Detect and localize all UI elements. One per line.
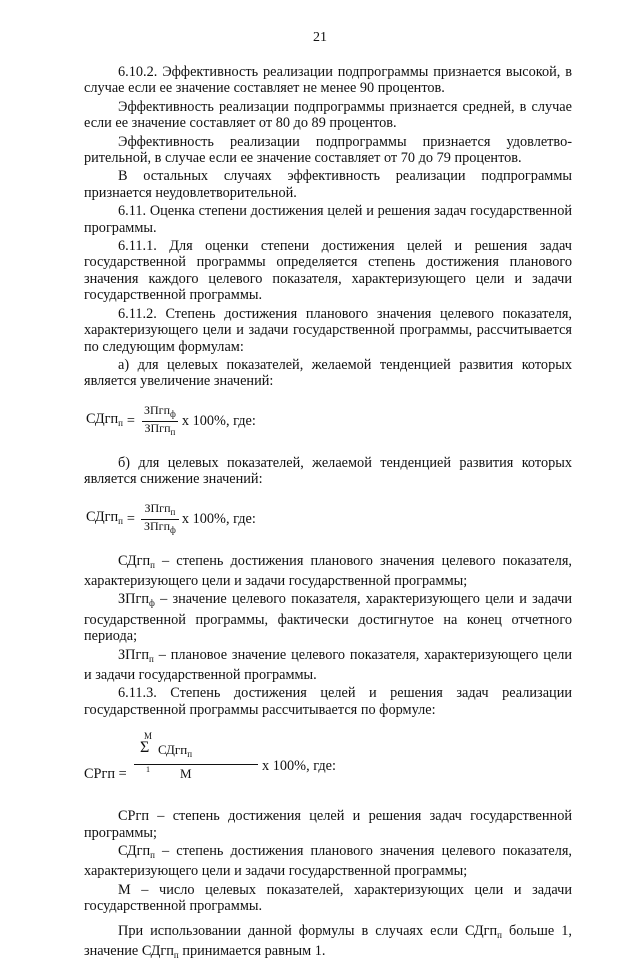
fraction-denominator: ЗПгп$_ф$ bbox=[141, 519, 179, 537]
formula-lhs: СДгп$_п$ bbox=[86, 508, 123, 526]
page-number: 21 bbox=[313, 30, 327, 45]
paragraph-unsatisfactory-efficiency: В остальных случаях эффективность реализации подпрограммы признается неудовлетворительной. bbox=[84, 168, 572, 201]
formula-fraction bbox=[141, 502, 179, 537]
document-body bbox=[84, 64, 572, 965]
paragraph-6-11-3: 6.11.3. Степень достижения целей и решения задач реализации государственной программы рассчитывается по формуле: bbox=[84, 685, 572, 718]
sigma-symbol: Σ bbox=[140, 739, 150, 757]
paragraph-6-11-1: 6.11.1. Для оценки степени достижения целей и решения задач государственной программы определяется степень достижения планового значения каждого целевого показателя, характеризующего цели и задачи государственной программы. bbox=[84, 238, 572, 304]
sum-lower-limit: 1 bbox=[146, 765, 150, 775]
definition-sdgp: СДгп$_п$ – степень достижения планового значения целевого показателя, характеризующего цели и задачи государственной программы; bbox=[84, 552, 572, 589]
sum-upper-limit: М bbox=[144, 731, 153, 742]
fraction-denominator: М bbox=[180, 766, 192, 782]
definition-m: М – число целевых показателей, характеризующих цели и задачи государственной программы. bbox=[84, 881, 572, 915]
formula-tail: х 100%, где: bbox=[181, 510, 256, 527]
formula-srgp bbox=[84, 724, 572, 794]
definition-zpgp-planned: ЗПгп$_п$ – плановое значение целевого показателя, характеризующего цели и задачи государственной программы. bbox=[84, 646, 572, 683]
fraction-bar bbox=[134, 764, 258, 765]
formula-tail: х 100%, где: bbox=[181, 413, 256, 430]
formula-tail: х 100%, где: bbox=[262, 758, 336, 775]
formula-lhs: СДгп$_п$ bbox=[86, 411, 123, 429]
paragraph-satisfactory-efficiency: Эффективность реализации подпрограммы признается удовлетворительной, в случае если ее значение составляет от 70 до 79 процентов. bbox=[84, 133, 572, 167]
paragraph-medium-efficiency: Эффективность реализации подпрограммы признается средней, в случае если ее значение составляет от 80 до 89 процентов. bbox=[84, 98, 572, 132]
paragraph-6-11: 6.11. Оценка степени достижения целей и решения задач государственной программы. bbox=[84, 203, 572, 236]
formula-equals: = bbox=[126, 413, 135, 430]
formula-lhs: СРгп = bbox=[84, 766, 127, 783]
paragraph-case-b: б) для целевых показателей, желаемой тенденцией развития которых является снижение значений: bbox=[84, 454, 572, 488]
paragraph-6-10-2: 6.10.2. Эффективность реализации подпрограммы признается высокой, в случае если ее значение составляет не менее 90 процентов. bbox=[84, 64, 572, 97]
formula-increase bbox=[86, 404, 572, 439]
definition-srgp: СРгп – степень достижения целей и решения задач государственной программы; bbox=[84, 808, 572, 841]
formula-fraction bbox=[141, 404, 179, 439]
formula-equals: = bbox=[126, 510, 135, 527]
formula-decrease bbox=[86, 502, 572, 537]
definition-sdgp-repeat: СДгп$_п$ – степень достижения планового значения целевого показателя, характеризующего цели и задачи государственной программы; bbox=[84, 843, 572, 880]
paragraph-6-11-2: 6.11.2. Степень достижения планового значения целевого показателя, характеризующего цели и задачи государственной программы, рассчитывается по следующим формулам: bbox=[84, 305, 572, 355]
fraction-denominator: ЗПгп$_п$ bbox=[142, 421, 179, 439]
paragraph-cap-note: При использовании данной формулы в случаях если СДгп$_п$ больше 1, значение СДгп$_п$ принимается равным 1. bbox=[84, 922, 572, 961]
definition-zpgp-actual: ЗПгп$_ф$ – значение целевого показателя, характеризующего цели и задачи государственной программы, фактически достигнутое на конец отчетного периода; bbox=[84, 591, 572, 645]
fraction-numerator: СДгп$_п$ bbox=[158, 742, 193, 760]
fraction-numerator: ЗПгп$_п$ bbox=[144, 500, 176, 517]
paragraph-case-a: а) для целевых показателей, желаемой тенденцией развития которых является увеличение значений: bbox=[84, 356, 572, 390]
fraction-numerator: ЗПгп$_ф$ bbox=[144, 402, 176, 419]
